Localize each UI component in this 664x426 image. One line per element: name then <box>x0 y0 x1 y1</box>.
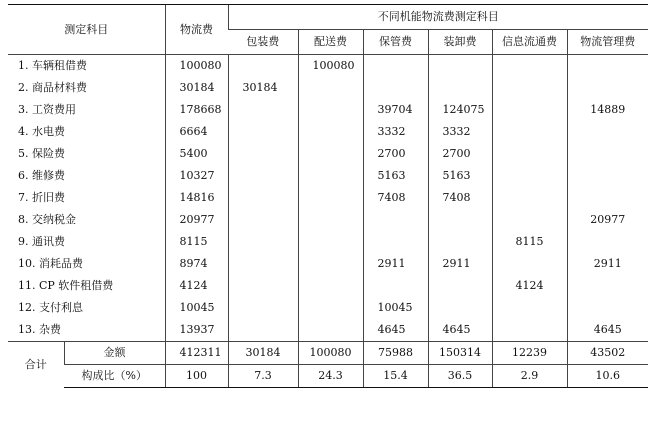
header-item: 测定科目 <box>8 5 165 55</box>
table-row: 4. 水电费 6664 3332 3332 <box>8 121 648 143</box>
table-row: 2. 商品材料费 30184 30184 <box>8 77 648 99</box>
header-management: 物流管理费 <box>567 30 648 55</box>
table-row: 3. 工资费用 178668 39704 124075 14889 <box>8 99 648 121</box>
table-row: 11. CP 软件租借费 4124 4124 <box>8 275 648 297</box>
header-packaging: 包装费 <box>228 30 298 55</box>
table-row: 6. 维修费 10327 5163 5163 <box>8 165 648 187</box>
header-storage: 保管费 <box>363 30 428 55</box>
header-group: 不同机能物流费测定科目 <box>228 5 648 30</box>
table-row: 1. 车辆租借费 100080 100080 <box>8 55 648 78</box>
ratio-label: 构成比（%） <box>64 365 165 388</box>
summary-label: 合计 <box>8 342 64 388</box>
header-info: 信息流通费 <box>492 30 567 55</box>
table-row: 10. 消耗品费 8974 2911 2911 2911 <box>8 253 648 275</box>
logistics-cost-table <box>8 4 648 388</box>
header-handling: 装卸费 <box>428 30 492 55</box>
table-row: 7. 折旧费 14816 7408 7408 <box>8 187 648 209</box>
header-logistics-fee: 物流费 <box>165 5 228 55</box>
table-row: 9. 通讯费 8115 8115 <box>8 231 648 253</box>
table-row: 12. 支付利息 10045 10045 <box>8 297 648 319</box>
summary-ratio-row: 构成比（%） 100 7.3 24.3 15.4 36.5 2.9 10.6 <box>8 365 648 388</box>
table-row: 5. 保险费 5400 2700 2700 <box>8 143 648 165</box>
header-delivery: 配送费 <box>298 30 363 55</box>
table-row: 8. 交纳税金 20977 20977 <box>8 209 648 231</box>
summary-amount-row: 合计 金额 412311 30184 100080 75988 150314 12239 43502 <box>8 342 648 365</box>
table-body <box>8 55 648 388</box>
table-row: 13. 杂费 13937 4645 4645 4645 <box>8 319 648 342</box>
amount-label: 金额 <box>64 342 165 365</box>
